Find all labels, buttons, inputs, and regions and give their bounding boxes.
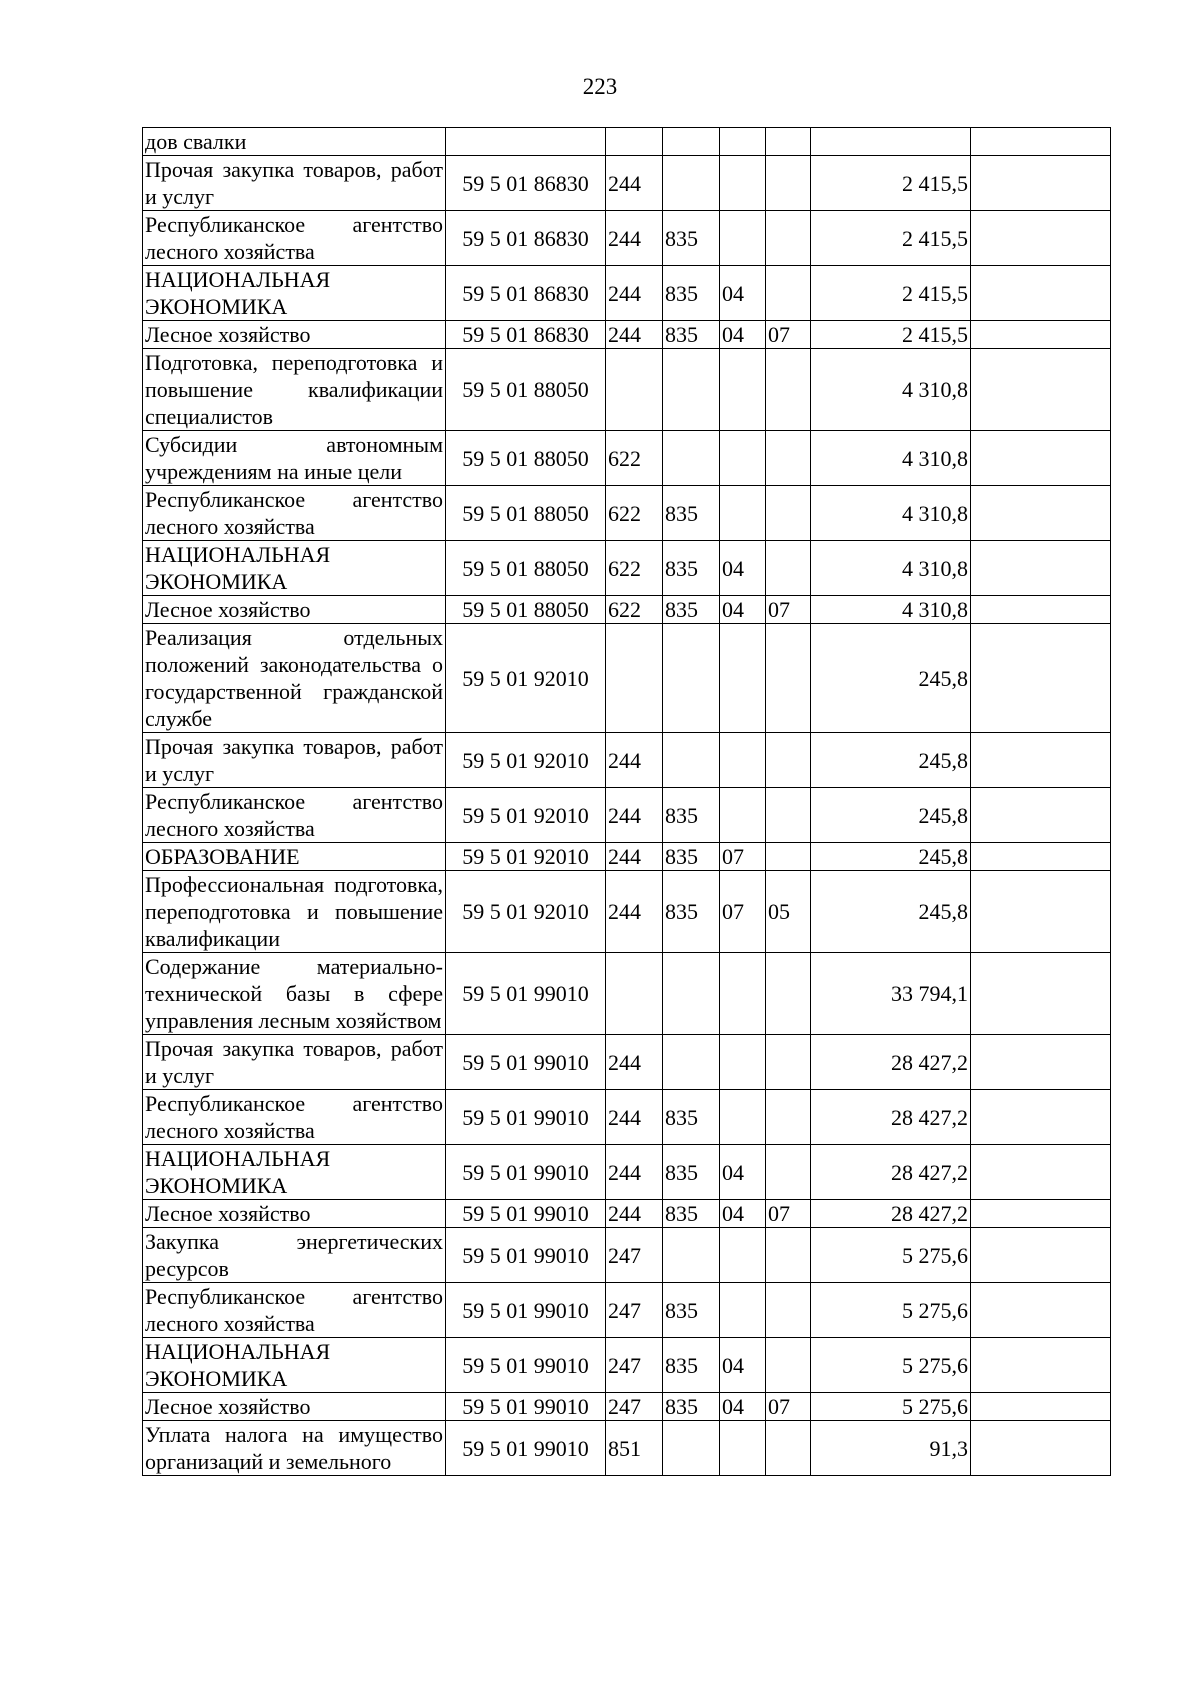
row-expense-type: 244 bbox=[606, 788, 663, 843]
row-amount: 28 427,2 bbox=[811, 1035, 971, 1090]
row-extra bbox=[971, 953, 1111, 1035]
row-extra bbox=[971, 1145, 1111, 1200]
row-name: Прочая закупка товаров, работ и услуг bbox=[143, 733, 446, 788]
row-expense-type: 244 bbox=[606, 1200, 663, 1228]
table-row bbox=[143, 733, 1111, 788]
row-section: 07 bbox=[720, 871, 766, 953]
row-administrator: 835 bbox=[663, 843, 720, 871]
row-expense-type: 851 bbox=[606, 1421, 663, 1476]
row-subsection: 07 bbox=[766, 321, 811, 349]
row-administrator bbox=[663, 349, 720, 431]
row-name: Прочая закупка товаров, работ и услуг bbox=[143, 156, 446, 211]
row-section bbox=[720, 349, 766, 431]
row-administrator: 835 bbox=[663, 1393, 720, 1421]
row-subsection bbox=[766, 431, 811, 486]
row-expense-type: 244 bbox=[606, 321, 663, 349]
row-section: 04 bbox=[720, 321, 766, 349]
row-expense-type: 622 bbox=[606, 486, 663, 541]
row-expense-type: 244 bbox=[606, 733, 663, 788]
row-extra bbox=[971, 788, 1111, 843]
row-amount: 4 310,8 bbox=[811, 349, 971, 431]
page-number: 223 bbox=[582, 74, 618, 99]
row-name: Содержание материально-технической базы в сфере управления лесным хозяйством bbox=[143, 953, 446, 1035]
row-name: НАЦИОНАЛЬНАЯ ЭКОНОМИКА bbox=[143, 266, 446, 321]
row-target-article: 59 5 01 88050 bbox=[446, 596, 606, 624]
row-target-article: 59 5 01 99010 bbox=[446, 953, 606, 1035]
row-name: Лесное хозяйство bbox=[143, 1393, 446, 1421]
row-expense-type: 247 bbox=[606, 1338, 663, 1393]
row-administrator bbox=[663, 624, 720, 733]
row-expense-type: 247 bbox=[606, 1228, 663, 1283]
row-extra bbox=[971, 1338, 1111, 1393]
row-extra bbox=[971, 871, 1111, 953]
table-row bbox=[143, 788, 1111, 843]
table-row bbox=[143, 1035, 1111, 1090]
row-extra bbox=[971, 1228, 1111, 1283]
row-target-article: 59 5 01 92010 bbox=[446, 871, 606, 953]
row-name: Республиканское агентство лесного хозяйства bbox=[143, 211, 446, 266]
row-section: 04 bbox=[720, 1393, 766, 1421]
row-target-article: 59 5 01 86830 bbox=[446, 266, 606, 321]
row-subsection bbox=[766, 128, 811, 156]
row-name: НАЦИОНАЛЬНАЯ ЭКОНОМИКА bbox=[143, 541, 446, 596]
row-subsection bbox=[766, 843, 811, 871]
budget-table bbox=[142, 127, 1111, 1476]
row-name: Лесное хозяйство bbox=[143, 596, 446, 624]
row-target-article: 59 5 01 99010 bbox=[446, 1338, 606, 1393]
row-extra bbox=[971, 1090, 1111, 1145]
row-section: 04 bbox=[720, 1200, 766, 1228]
row-amount: 4 310,8 bbox=[811, 596, 971, 624]
row-amount: 245,8 bbox=[811, 624, 971, 733]
row-subsection bbox=[766, 349, 811, 431]
row-subsection bbox=[766, 733, 811, 788]
row-administrator bbox=[663, 1228, 720, 1283]
row-name: Профессиональная подготовка, переподготовка и повышение квалификации bbox=[143, 871, 446, 953]
row-subsection: 07 bbox=[766, 1393, 811, 1421]
row-expense-type: 622 bbox=[606, 596, 663, 624]
row-section: 04 bbox=[720, 1338, 766, 1393]
row-target-article: 59 5 01 88050 bbox=[446, 431, 606, 486]
row-section: 04 bbox=[720, 596, 766, 624]
row-subsection bbox=[766, 1283, 811, 1338]
row-subsection bbox=[766, 1035, 811, 1090]
row-administrator: 835 bbox=[663, 1200, 720, 1228]
row-name: ОБРАЗОВАНИЕ bbox=[143, 843, 446, 871]
row-amount: 91,3 bbox=[811, 1421, 971, 1476]
table-row bbox=[143, 211, 1111, 266]
row-target-article: 59 5 01 92010 bbox=[446, 788, 606, 843]
row-extra bbox=[971, 431, 1111, 486]
row-extra bbox=[971, 211, 1111, 266]
row-expense-type bbox=[606, 349, 663, 431]
row-target-article: 59 5 01 99010 bbox=[446, 1145, 606, 1200]
row-administrator bbox=[663, 431, 720, 486]
row-amount: 245,8 bbox=[811, 843, 971, 871]
row-administrator: 835 bbox=[663, 1338, 720, 1393]
row-amount: 2 415,5 bbox=[811, 266, 971, 321]
row-extra bbox=[971, 321, 1111, 349]
row-target-article: 59 5 01 86830 bbox=[446, 156, 606, 211]
row-extra bbox=[971, 128, 1111, 156]
row-extra bbox=[971, 1421, 1111, 1476]
table-row bbox=[143, 1228, 1111, 1283]
row-subsection bbox=[766, 1421, 811, 1476]
row-administrator: 835 bbox=[663, 1145, 720, 1200]
row-name: Республиканское агентство лесного хозяйства bbox=[143, 1283, 446, 1338]
row-name: Реализация отдельных положений законодательства о государственной гражданской службе bbox=[143, 624, 446, 733]
row-amount: 4 310,8 bbox=[811, 431, 971, 486]
table-row bbox=[143, 1393, 1111, 1421]
table-row bbox=[143, 156, 1111, 211]
row-subsection bbox=[766, 1228, 811, 1283]
row-section bbox=[720, 953, 766, 1035]
row-name: Республиканское агентство лесного хозяйства bbox=[143, 486, 446, 541]
row-amount: 5 275,6 bbox=[811, 1283, 971, 1338]
row-name: Лесное хозяйство bbox=[143, 321, 446, 349]
row-extra bbox=[971, 1283, 1111, 1338]
row-extra bbox=[971, 486, 1111, 541]
row-subsection: 05 bbox=[766, 871, 811, 953]
table-row bbox=[143, 541, 1111, 596]
row-amount: 2 415,5 bbox=[811, 211, 971, 266]
row-administrator bbox=[663, 156, 720, 211]
row-expense-type: 247 bbox=[606, 1393, 663, 1421]
row-name: Республиканское агентство лесного хозяйства bbox=[143, 788, 446, 843]
table-row bbox=[143, 1421, 1111, 1476]
row-amount: 4 310,8 bbox=[811, 541, 971, 596]
row-amount: 245,8 bbox=[811, 788, 971, 843]
row-target-article: 59 5 01 99010 bbox=[446, 1090, 606, 1145]
table-body bbox=[143, 128, 1111, 1476]
row-section bbox=[720, 733, 766, 788]
row-section bbox=[720, 431, 766, 486]
row-expense-type: 622 bbox=[606, 541, 663, 596]
row-name: Лесное хозяйство bbox=[143, 1200, 446, 1228]
row-subsection bbox=[766, 486, 811, 541]
row-section bbox=[720, 1090, 766, 1145]
row-extra bbox=[971, 733, 1111, 788]
row-expense-type: 247 bbox=[606, 1283, 663, 1338]
row-expense-type: 244 bbox=[606, 843, 663, 871]
row-expense-type: 244 bbox=[606, 266, 663, 321]
row-administrator: 835 bbox=[663, 1090, 720, 1145]
row-section bbox=[720, 156, 766, 211]
row-target-article: 59 5 01 88050 bbox=[446, 349, 606, 431]
row-extra bbox=[971, 541, 1111, 596]
row-section bbox=[720, 1421, 766, 1476]
row-section bbox=[720, 128, 766, 156]
row-target-article: 59 5 01 99010 bbox=[446, 1421, 606, 1476]
row-amount: 2 415,5 bbox=[811, 156, 971, 211]
row-subsection bbox=[766, 266, 811, 321]
row-target-article: 59 5 01 99010 bbox=[446, 1283, 606, 1338]
row-amount: 28 427,2 bbox=[811, 1090, 971, 1145]
row-expense-type: 244 bbox=[606, 156, 663, 211]
row-extra bbox=[971, 1035, 1111, 1090]
row-expense-type bbox=[606, 953, 663, 1035]
table-row bbox=[143, 843, 1111, 871]
row-extra bbox=[971, 843, 1111, 871]
table-row bbox=[143, 266, 1111, 321]
table-row bbox=[143, 1090, 1111, 1145]
row-subsection bbox=[766, 211, 811, 266]
table-row bbox=[143, 1200, 1111, 1228]
row-subsection bbox=[766, 624, 811, 733]
row-section bbox=[720, 486, 766, 541]
row-name: Закупка энергетических ресурсов bbox=[143, 1228, 446, 1283]
row-amount: 4 310,8 bbox=[811, 486, 971, 541]
row-section: 04 bbox=[720, 541, 766, 596]
row-amount: 28 427,2 bbox=[811, 1145, 971, 1200]
row-subsection bbox=[766, 541, 811, 596]
row-name: НАЦИОНАЛЬНАЯ ЭКОНОМИКА bbox=[143, 1338, 446, 1393]
row-administrator: 835 bbox=[663, 1283, 720, 1338]
row-target-article: 59 5 01 99010 bbox=[446, 1393, 606, 1421]
table-row bbox=[143, 1283, 1111, 1338]
row-target-article: 59 5 01 99010 bbox=[446, 1035, 606, 1090]
row-target-article: 59 5 01 88050 bbox=[446, 486, 606, 541]
table-row bbox=[143, 486, 1111, 541]
row-name: НАЦИОНАЛЬНАЯ ЭКОНОМИКА bbox=[143, 1145, 446, 1200]
row-administrator: 835 bbox=[663, 321, 720, 349]
table-row bbox=[143, 871, 1111, 953]
row-amount: 2 415,5 bbox=[811, 321, 971, 349]
table-row bbox=[143, 128, 1111, 156]
row-section bbox=[720, 211, 766, 266]
table-row bbox=[143, 1145, 1111, 1200]
table-row bbox=[143, 349, 1111, 431]
row-extra bbox=[971, 1393, 1111, 1421]
row-section: 04 bbox=[720, 266, 766, 321]
row-target-article: 59 5 01 86830 bbox=[446, 321, 606, 349]
row-subsection bbox=[766, 788, 811, 843]
row-section bbox=[720, 788, 766, 843]
row-amount: 5 275,6 bbox=[811, 1228, 971, 1283]
row-subsection bbox=[766, 1338, 811, 1393]
row-expense-type: 622 bbox=[606, 431, 663, 486]
row-administrator bbox=[663, 953, 720, 1035]
row-administrator: 835 bbox=[663, 788, 720, 843]
row-subsection: 07 bbox=[766, 1200, 811, 1228]
row-administrator bbox=[663, 128, 720, 156]
row-section bbox=[720, 1035, 766, 1090]
row-section bbox=[720, 1228, 766, 1283]
row-subsection bbox=[766, 156, 811, 211]
row-expense-type: 244 bbox=[606, 1090, 663, 1145]
table-row bbox=[143, 624, 1111, 733]
row-administrator: 835 bbox=[663, 541, 720, 596]
row-expense-type: 244 bbox=[606, 211, 663, 266]
row-name: Уплата налога на имущество организаций и земельного bbox=[143, 1421, 446, 1476]
row-amount: 245,8 bbox=[811, 733, 971, 788]
row-administrator: 835 bbox=[663, 871, 720, 953]
table-row bbox=[143, 431, 1111, 486]
row-amount: 5 275,6 bbox=[811, 1393, 971, 1421]
row-administrator: 835 bbox=[663, 211, 720, 266]
row-subsection: 07 bbox=[766, 596, 811, 624]
row-target-article: 59 5 01 88050 bbox=[446, 541, 606, 596]
row-name: Республиканское агентство лесного хозяйства bbox=[143, 1090, 446, 1145]
row-section: 04 bbox=[720, 1145, 766, 1200]
row-section: 07 bbox=[720, 843, 766, 871]
row-section bbox=[720, 624, 766, 733]
row-name: Прочая закупка товаров, работ и услуг bbox=[143, 1035, 446, 1090]
table-row bbox=[143, 1338, 1111, 1393]
row-target-article: 59 5 01 86830 bbox=[446, 211, 606, 266]
row-target-article: 59 5 01 92010 bbox=[446, 624, 606, 733]
row-amount: 245,8 bbox=[811, 871, 971, 953]
row-administrator bbox=[663, 1421, 720, 1476]
row-target-article: 59 5 01 92010 bbox=[446, 843, 606, 871]
row-amount bbox=[811, 128, 971, 156]
row-administrator bbox=[663, 733, 720, 788]
row-target-article bbox=[446, 128, 606, 156]
row-administrator: 835 bbox=[663, 486, 720, 541]
row-extra bbox=[971, 624, 1111, 733]
row-target-article: 59 5 01 99010 bbox=[446, 1200, 606, 1228]
table-row bbox=[143, 596, 1111, 624]
row-subsection bbox=[766, 953, 811, 1035]
table-row bbox=[143, 953, 1111, 1035]
row-extra bbox=[971, 266, 1111, 321]
row-name: дов свалки bbox=[143, 128, 446, 156]
row-expense-type: 244 bbox=[606, 1145, 663, 1200]
row-administrator bbox=[663, 1035, 720, 1090]
row-administrator: 835 bbox=[663, 266, 720, 321]
table-row bbox=[143, 321, 1111, 349]
row-expense-type: 244 bbox=[606, 1035, 663, 1090]
row-target-article: 59 5 01 99010 bbox=[446, 1228, 606, 1283]
row-target-article: 59 5 01 92010 bbox=[446, 733, 606, 788]
row-expense-type bbox=[606, 624, 663, 733]
row-section bbox=[720, 1283, 766, 1338]
row-expense-type bbox=[606, 128, 663, 156]
row-expense-type: 244 bbox=[606, 871, 663, 953]
row-extra bbox=[971, 156, 1111, 211]
row-name: Субсидии автономным учреждениям на иные цели bbox=[143, 431, 446, 486]
row-amount: 28 427,2 bbox=[811, 1200, 971, 1228]
row-extra bbox=[971, 1200, 1111, 1228]
row-name: Подготовка, переподготовка и повышение квалификации специалистов bbox=[143, 349, 446, 431]
row-extra bbox=[971, 349, 1111, 431]
row-administrator: 835 bbox=[663, 596, 720, 624]
row-amount: 5 275,6 bbox=[811, 1338, 971, 1393]
row-extra bbox=[971, 596, 1111, 624]
row-subsection bbox=[766, 1090, 811, 1145]
row-subsection bbox=[766, 1145, 811, 1200]
row-amount: 33 794,1 bbox=[811, 953, 971, 1035]
